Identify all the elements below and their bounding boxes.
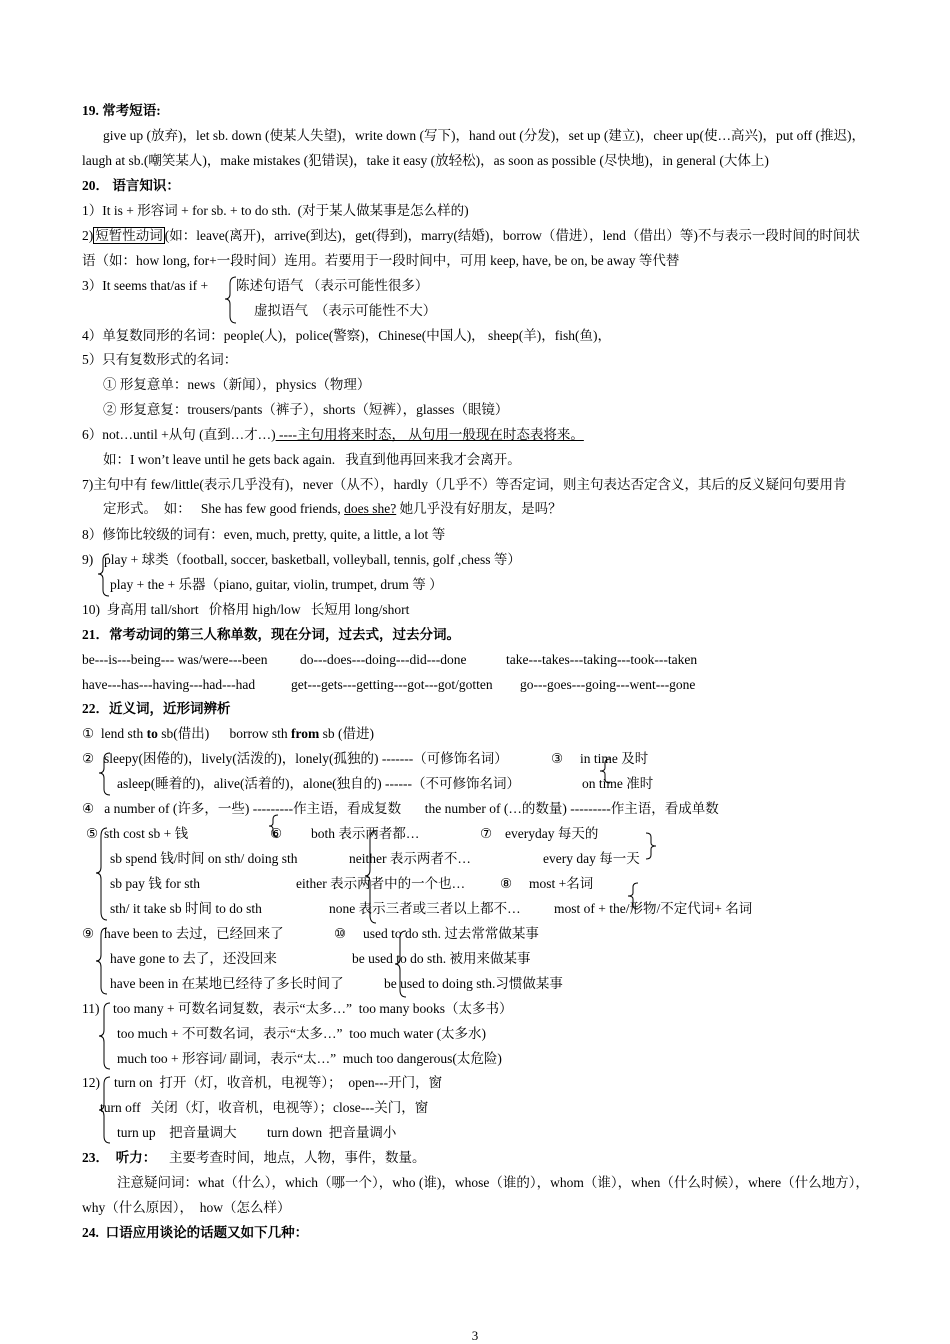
s22-p10-line3: be used to doing sth.习惯做某事 [384,976,563,991]
s22-p10-num: ⑩ [334,926,347,941]
s22-p9-num: ⑨ [82,926,95,941]
s22-p6-line4: none 表示三者或三者以上都不… [329,901,521,916]
s22-pair1 [82,725,374,743]
s22-p12-num: 12) [82,1075,100,1090]
s20-item3-option-b: 虚拟语气 （表示可能性不大） [254,303,437,318]
s22-p4: ④ a number of (许多，一些) ---------作主语，看成复数 the number of (…的数量) ---------作主语，看成单数 [82,801,719,816]
s22-p2-num: ② [82,751,95,766]
s22-p6-line2: neither 表示两者不… [349,851,471,866]
s22-p10-line2: be used to do sth. 被用来做某事 [352,951,531,966]
s20-item6 [82,426,584,444]
s20-item2-num: 2) [82,228,94,243]
s20-item3-prefix: 3）It seems that/as if + [82,278,209,293]
s20-item7-line2 [103,500,562,518]
s21-row2-col1: have---has---having---had---had [82,677,256,692]
brace-p8 [626,882,640,910]
s20-item6-example: 如：I won’t leave until he gets back again. 我直到他再回来我才会离开。 [103,452,521,467]
section-19-title: 19. 常考短语: [82,103,161,118]
s20-item7-translation: 她几乎没有好朋友，是吗？ [396,501,562,516]
s20-item2 [82,227,860,245]
s20-item5-b: ② 形复意复：trousers/pants（裤子），shorts（短裤），glasses（眼镜） [103,402,509,417]
s22-pair1-c: sb (借进) [319,726,374,741]
s20-item9-a: play + 球类（football, soccer, basketball, volleyball, tennis, golf ,chess 等） [104,552,521,567]
s22-p9-line1: have been to 去过，已经回来了 [104,926,284,941]
s20-item9-num: 9) [82,552,94,567]
s22-pair1-to: to [146,726,158,741]
section-23-title: 23． 听力： [82,1150,157,1165]
s22-p3-num: ③ [551,751,564,766]
s22-p3-a: in time 及时 [580,751,649,766]
s22-p10-line1: used to do sth. 过去常常做某事 [363,926,539,941]
s22-p11-num: 11) [82,1001,100,1016]
s23-line2: why（什么原因）， how（怎么样） [82,1200,291,1215]
s22-p5-num: ⑤ [86,826,99,841]
s20-item8: 8）修饰比较级的词有：even, much, pretty, quite, a little, a lot 等 [82,527,446,542]
s22-p7-num: ⑦ [480,826,493,841]
s22-p8-line2: most of + the/形物/不定代词+ 名词 [554,901,753,916]
s20-item7-line1: 7)主句中有 few/little(表示几乎没有)，never（从不），hardly（几乎不）等否定词，则主句表达否定含义，其后的反义疑问句要用肯 [82,477,847,492]
brace-p6-top [268,814,280,838]
s22-p8-line1: most +名词 [529,876,594,891]
s20-item7-tag-question: does she? [344,501,397,516]
section-21-title: 21．常考动词的第三人称单数，现在分词，过去式，过去分词。 [82,627,460,642]
s20-item6-text: 6）not…until +从句 (直到…才…) [82,427,276,442]
s22-p7-line1: everyday 每天的 [505,826,599,841]
s20-item6-underlined: ----主句用将来时态， 从句用一般现在时态表将来。 [275,427,584,442]
s22-p3-b: on time 准时 [582,776,654,791]
s22-p5-line1: sth cost sb + 钱 [104,826,189,841]
s21-row2-col2: get---gets---getting---got---got/gotten [291,677,493,692]
s20-item4: 4）单复数同形的名词：people(人)，police(警察)，Chinese(中国人)， sheep(羊)，fish(鱼)， [82,328,612,343]
s22-p11-line1: too many + 可数名词复数，表示“太多…” too many books（太多书） [113,1001,513,1016]
s22-p5-line2: sb spend 钱/时间 on sth/ doing sth [110,851,298,866]
s22-p7-line2: every day 每一天 [543,851,640,866]
page-number: 3 [471,1328,479,1343]
s21-row1-col3: take---takes---taking---took---taken [506,652,698,667]
s22-p9-line3: have been in 在某地已经待了多长时间了 [110,976,344,991]
s19-line1: give up (放弃)，let sb. down (使某人失望)，write down (写下)，hand out (分发)，set up (建立)，cheer up(使…高兴)，put off (推迟)， [103,128,865,143]
s22-p9-line2: have gone to 去了，还没回来 [110,951,277,966]
s22-p6-line3: either 表示两者中的一个也… [296,876,466,891]
s22-p2-b: asleep(睡着的)，alive(活着的)，alone(独自的) ------（不可修饰名词） [117,776,521,791]
s22-p8-num: ⑧ [500,876,513,891]
s22-p2-a: sleepy(困倦的)，lively(活泼的)，lonely(孤独的) -------（可修饰名词） [104,751,508,766]
s20-item2-text: (如：leave(离开)，arrive(到达)，get(得到)，marry(结婚)，borrow（借进），lend（借出）等)不与表示一段时间的时间状 [164,228,860,243]
section-24-title: 24. 口语应用谈论的话题又如下几种： [82,1225,309,1240]
s21-row2-col3: go---goes---going---went---gone [520,677,696,692]
s22-pair1-a: ① lend sth [82,726,147,741]
section-22-title: 22．近义词，近形词辨析 [82,701,231,716]
s22-p5-line4: sth/ it take sb 时间 to do sth [110,901,262,916]
s22-p6-num: ⑥ [270,826,283,841]
s21-row1-col1: be---is---being--- was/were---been [82,652,268,667]
s20-item2-line2: 语（如：how long, for+一段时间）连用。若要用于一段时间中，可用 keep, have, be on, be away 等代替 [82,253,680,268]
s20-item10: 10) 身高用 tall/short 价格用 high/low 长短用 long/short [82,602,410,617]
s20-item1: 1）It is + 形容词 + for sb. + to do sth. (对于某人做某事是怎么样的) [82,203,469,218]
s22-p12-line2: turn off 关闭（灯，收音机，电视等）；close---关门，窗 [100,1100,429,1115]
s20-item9-b: play + the + 乐器（piano, guitar, violin, trumpet, drum 等 ） [110,577,443,592]
s20-item5-a: ① 形复意单：news（新闻），physics（物理） [103,377,371,392]
s21-row1-col2: do---does---doing---did---done [300,652,467,667]
brace-p7 [644,832,658,860]
brace-p11 [98,1002,112,1070]
s22-pair1-from: from [290,726,320,741]
s23-desc: 主要考查时间，地点，人物，事件，数量。 [169,1150,426,1165]
section-20-title: 20． 语言知识： [82,178,180,193]
s20-item5: 5）只有复数形式的名词： [82,352,238,367]
s20-item3-option-a: 陈述句语气 （表示可能性很多） [236,278,429,293]
s22-p6-line1: both 表示两者都… [311,826,420,841]
s22-p11-line3: much too + 形容词/ 副词，表示“太…” much too dangerous(太危险) [117,1051,502,1066]
s19-line2: laugh at sb.(嘲笑某人)，make mistakes (犯错误)，take it easy (放轻松)，as soon as possible (尽快地)，in general (大体上) [82,153,769,168]
s22-p12-line3: turn up 把音量调大 turn down 把音量调小 [117,1125,397,1140]
s20-item7-text: 定形式。 如： She has few good friends, [103,501,345,516]
s23-line1: 注意疑问词：what（什么），which（哪一个），who (谁)，whose（谁的），whom（谁），when（什么时候），where（什么地方）， [117,1175,869,1190]
s22-pair1-b: sb(借出) borrow sth [157,726,291,741]
s20-item2-boxed-term: 短暂性动词 [95,228,163,243]
s22-p5-line3: sb pay 钱 for sth [110,876,200,891]
s22-p11-line2: too much + 不可数名词，表示“太多…” too much water (太多水) [117,1026,487,1041]
brace-p3 [598,758,612,784]
s22-p12-line1: turn on 打开（灯，收音机，电视等）； open---开门，窗 [114,1075,443,1090]
